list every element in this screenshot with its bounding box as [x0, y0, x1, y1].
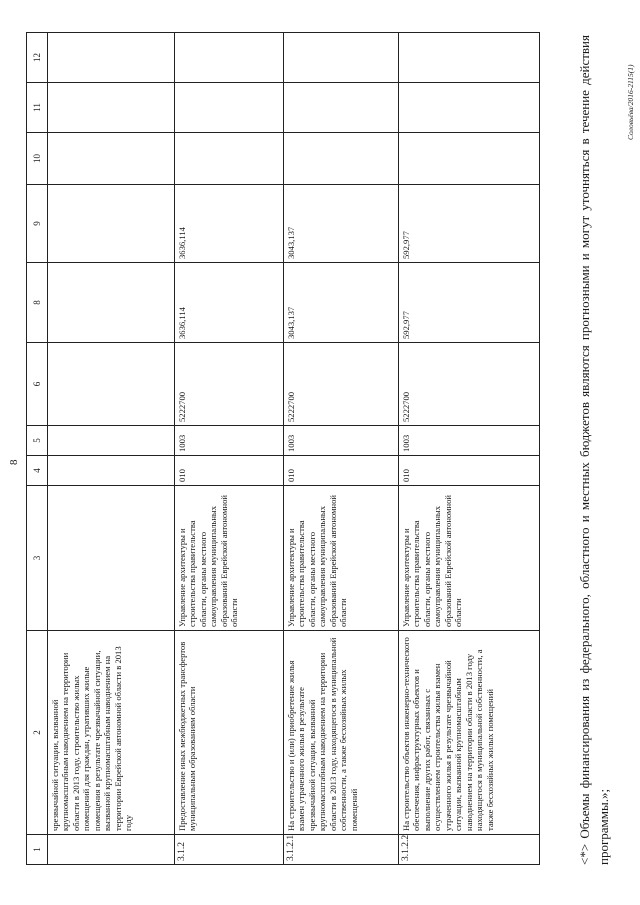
- table-cell-amount: 3043,137: [284, 263, 399, 343]
- table-row-continuation: [48, 33, 175, 865]
- header-cell: 1: [27, 835, 48, 865]
- table-cell: [284, 83, 399, 133]
- table-cell: [48, 133, 175, 185]
- table-header-row: [27, 33, 48, 865]
- table-cell-name: чрезвычайной ситуации, вызванной крупномасштабным наводнением на территории области в 2013 году, строительство жилых помещений для граждан, утративших жилые помещения в результате чрезвычайной ситуации, вызванной крупномасштабным наводнением на территории Еврейской автономной области в 2013 году: [48, 631, 175, 835]
- footnote: <*> Объемы финансирования из федерального, областного и местных бюджетов являются прогнозными и могут уточняться в течение действия программы.»;: [577, 35, 611, 865]
- header-cell: 9: [27, 185, 48, 263]
- table-cell-number: 3.1.2.2: [399, 835, 540, 865]
- table-cell-number: 3.1.2: [175, 835, 284, 865]
- table-cell-number: 3.1.2.1: [284, 835, 399, 865]
- header-cell: 5: [27, 426, 48, 456]
- table-cell-executor: Управление архитектуры и строительства правительства области, органы местного самоуправления муниципальных образований Еврейской автономной области: [175, 486, 284, 631]
- table-cell: [48, 426, 175, 456]
- table-cell: [48, 83, 175, 133]
- page-number: 8: [8, 459, 20, 465]
- table-cell-code: 1003: [399, 426, 540, 456]
- table-cell: [284, 33, 399, 83]
- table-cell: [48, 263, 175, 343]
- table-cell-code: 010: [399, 456, 540, 486]
- table-cell: [399, 133, 540, 185]
- table-cell-name: На строительство и (или) приобретение жилья взамен утраченного жилья в результате чрезвычайной ситуации, вызванной крупномасштабным наводнением на территории области в 2013 году, находящегося в муниципальной собственности, а также бесхозяйных жилых помещений: [284, 631, 399, 835]
- table-cell-amount: 3636,114: [175, 263, 284, 343]
- table-cell-name: На строительство объектов инженерно-технического обеспечения, инфраструктурных объектов и выполнение других работ, связанных с осуществлением строительства жилья взамен утраченного жилья в результате чрезвычайной ситуации, вызванной крупномасштабным наводнением на территории области в 2013 году находящегося в муниципальной собственности, а также бесхозяйных жилых помещений: [399, 631, 540, 835]
- table-cell: [175, 133, 284, 185]
- header-cell: 12: [27, 33, 48, 83]
- table-cell-amount: 3043,137: [284, 185, 399, 263]
- header-cell: 10: [27, 133, 48, 185]
- table-cell-code: 5222700: [284, 343, 399, 426]
- table-cell: [48, 486, 175, 631]
- table-cell-executor: Управление архитектуры и строительства правительства области, органы местного самоуправления муниципальных образований Еврейской автономной области: [284, 486, 399, 631]
- table-cell-amount: 592,977: [399, 185, 540, 263]
- table-cell-code: 010: [175, 456, 284, 486]
- table-cell-amount: 3636,114: [175, 185, 284, 263]
- table-row: [175, 33, 284, 865]
- table-cell-code: 1003: [284, 426, 399, 456]
- table-cell: [284, 133, 399, 185]
- table-cell-amount: 592,977: [399, 263, 540, 343]
- table-cell: [48, 185, 175, 263]
- header-cell: 3: [27, 486, 48, 631]
- table-cell-code: 5222700: [399, 343, 540, 426]
- header-cell: 2: [27, 631, 48, 835]
- program-table: [26, 32, 540, 865]
- table-cell: [175, 83, 284, 133]
- header-cell: 4: [27, 456, 48, 486]
- table-cell: [48, 343, 175, 426]
- table-row: [284, 33, 399, 865]
- table-cell-code: 5222700: [175, 343, 284, 426]
- table-row: [399, 33, 540, 865]
- document-code: Соловьёва/2016-2115(1): [626, 64, 635, 140]
- table-cell: [48, 33, 175, 83]
- header-cell: 8: [27, 263, 48, 343]
- table-cell: [48, 835, 175, 865]
- table-cell: [48, 456, 175, 486]
- header-cell: 11: [27, 83, 48, 133]
- table-cell: [399, 83, 540, 133]
- header-cell: 6: [27, 343, 48, 426]
- table-cell: [399, 33, 540, 83]
- table-cell: [175, 33, 284, 83]
- table-cell-name: Предоставление иных межбюджетных трансфертов муниципальным образованиям области: [175, 631, 284, 835]
- table-cell-executor: Управление архитектуры и строительства правительства области, органы местного самоуправления муниципальных образований Еврейской автономной области: [399, 486, 540, 631]
- table-cell-code: 010: [284, 456, 399, 486]
- table-cell-code: 1003: [175, 426, 284, 456]
